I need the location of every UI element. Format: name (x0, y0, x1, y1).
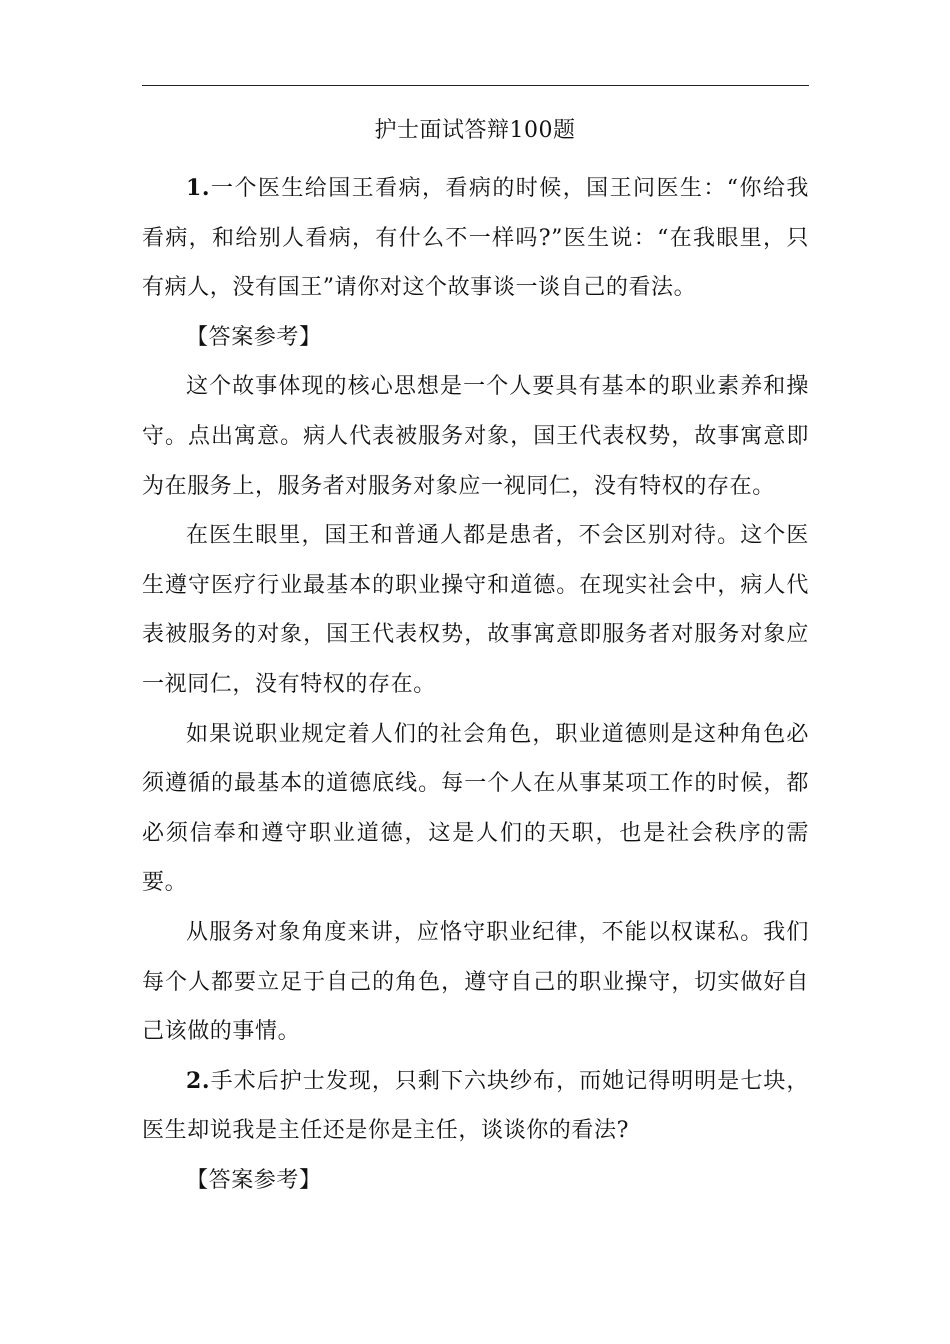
document-title: 护士面试答辩100题 (374, 118, 576, 143)
answer-paragraph: 在医生眼里，国王和普通人都是患者，不会区别对待。这个医生遵守医疗行业最基本的职业操守和道德。在现实社会中，病人代表被服务的对象，国王代表权势，故事寓意即服务者对服务对象应一视同仁，没有特权的存在。 (142, 523, 809, 697)
document-body (142, 164, 809, 1205)
question-text: 一个医生给国王看病，看病的时候，国王问医生：“你给我看病，和给别人看病，有什么不一样吗?”医生说：“在我眼里，只有病人，没有国王”请你对这个故事谈一谈自己的看法。 (142, 176, 809, 301)
question-1 (142, 164, 809, 313)
question-number: 1. (186, 175, 211, 201)
answer-reference-label: 【答案参考】 (186, 1167, 322, 1193)
question-text: 手术后护士发现，只剩下六块纱布，而她记得明明是七块，医生却说我是主任还是你是主任，谈谈你的看法? (142, 1068, 809, 1144)
answer-reference-label: 【答案参考】 (186, 324, 322, 350)
question-number: 2. (186, 1067, 211, 1094)
question-2 (142, 1057, 809, 1156)
answer-paragraph: 从服务对象角度来讲，应恪守职业纪律，不能以权谋私。我们每个人都要立足于自己的角色，遵守自己的职业操守，切实做好自己该做的事情。 (142, 919, 809, 1045)
answer-paragraph: 如果说职业规定着人们的社会角色，职业道德则是这种角色必须遵循的最基本的道德底线。每一个人在从事某项工作的时候，都必须信奉和遵守职业道德，这是人们的天职，也是社会秩序的需要。 (142, 721, 809, 896)
answer-paragraph: 这个故事体现的核心思想是一个人要具有基本的职业素养和操守。点出寓意。病人代表被服务对象，国王代表权势，故事寓意即为在服务上，服务者对服务对象应一视同仁，没有特权的存在。 (142, 374, 809, 499)
header-rule (142, 85, 809, 86)
